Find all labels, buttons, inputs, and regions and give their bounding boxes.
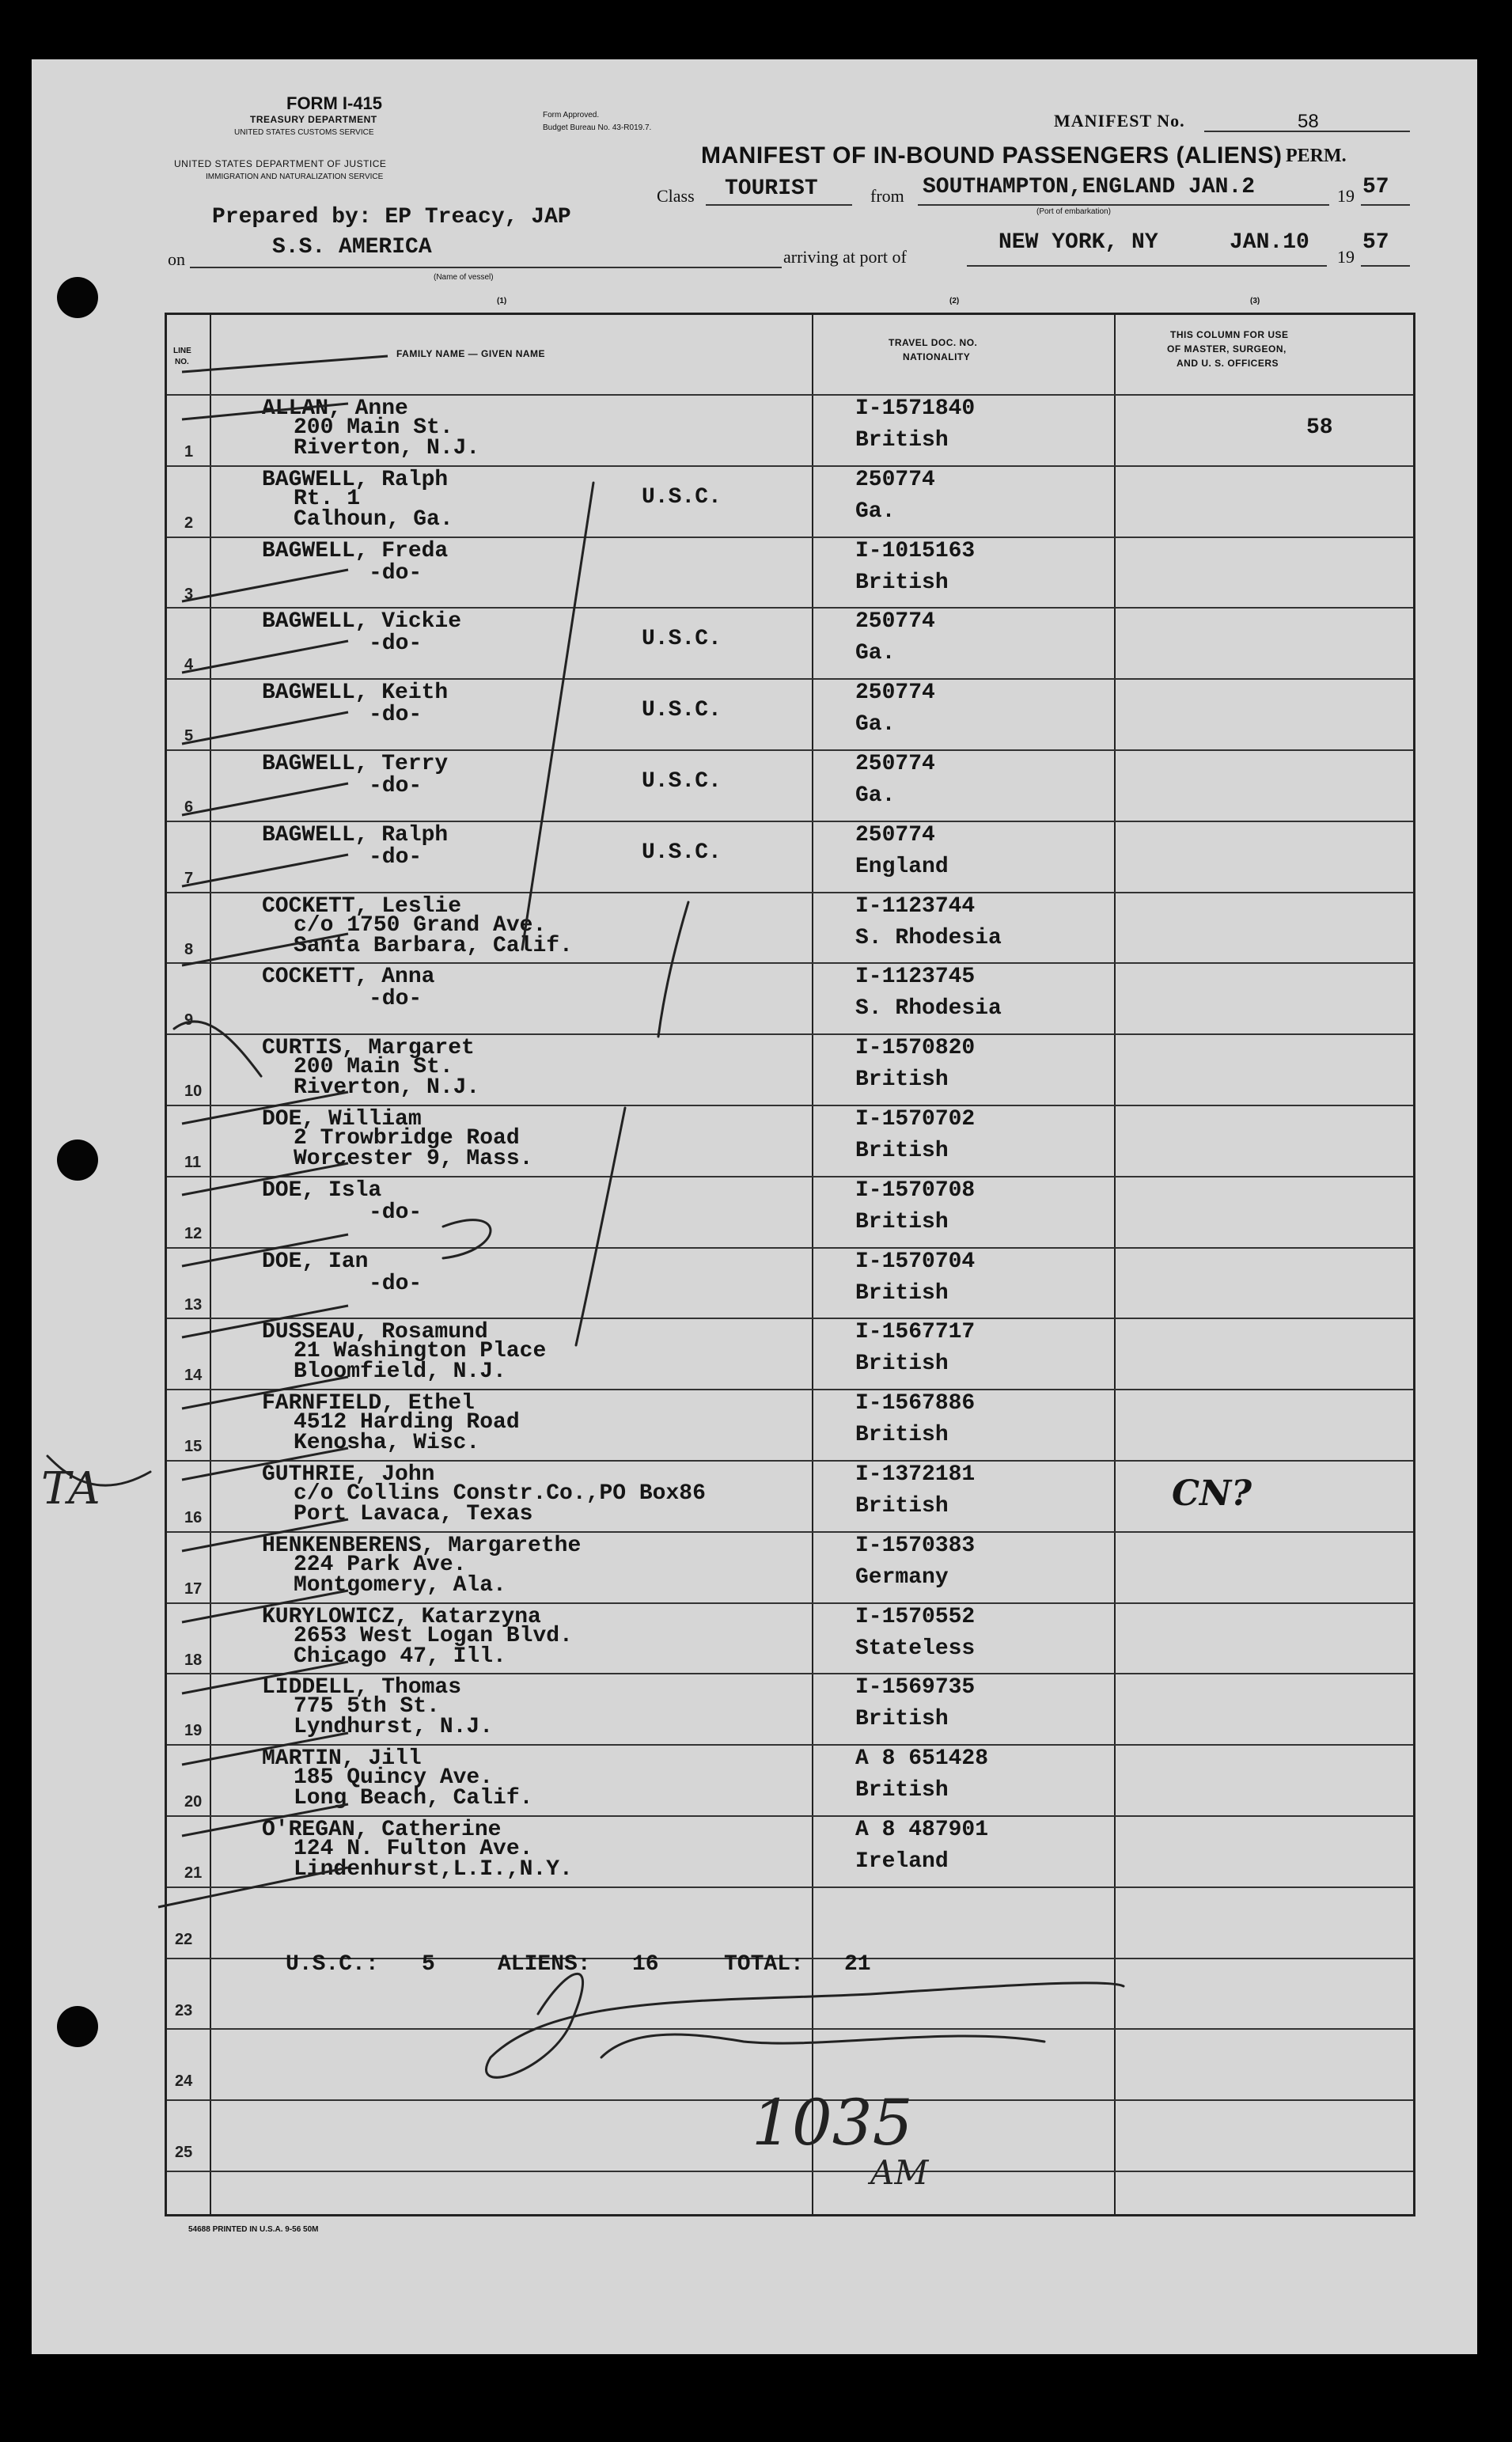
line-number: 8 bbox=[184, 940, 194, 958]
passenger-address: -do- bbox=[369, 631, 423, 657]
vessel-name: S.S. AMERICA bbox=[272, 235, 432, 260]
passenger-address: 124 N. Fulton Ave. bbox=[294, 1837, 533, 1861]
line-number: 15 bbox=[184, 1438, 203, 1456]
nationality: Ireland bbox=[855, 1849, 949, 1874]
passenger-name: BAGWELL, Terry bbox=[262, 752, 449, 776]
vessel-label: (Name of vessel) bbox=[434, 273, 494, 282]
passenger-city: Long Beach, Calif. bbox=[294, 1786, 533, 1811]
vertical-pen-stroke bbox=[658, 902, 688, 1037]
manifest-no-value: 58 bbox=[1298, 111, 1319, 132]
line-number: 4 bbox=[184, 656, 194, 674]
citizenship-status: U.S.C. bbox=[642, 484, 722, 510]
line-number: 23 bbox=[175, 2001, 193, 2019]
arrival-year-prefix: 19 bbox=[1337, 247, 1355, 267]
passenger-address: c/o 1750 Grand Ave. bbox=[294, 912, 547, 938]
nationality: British bbox=[855, 1707, 949, 1732]
passenger-name: KURYLOWICZ, Katarzyna bbox=[262, 1604, 541, 1629]
line-number: 7 bbox=[184, 869, 194, 887]
vertical-pen-stroke bbox=[522, 483, 593, 950]
line-number: 12 bbox=[184, 1224, 203, 1242]
stamp-mark bbox=[174, 1022, 261, 1076]
passenger-address: -do- bbox=[369, 774, 423, 798]
arrival-year: 57 bbox=[1362, 230, 1389, 255]
port-embarkation-label: (Port of embarkation) bbox=[1036, 207, 1111, 216]
passenger-city: Port Lavaca, Texas bbox=[294, 1502, 533, 1526]
line-number: 20 bbox=[184, 1793, 203, 1811]
passenger-name: DOE, Isla bbox=[262, 1177, 382, 1203]
grand-total-label: TOTAL: bbox=[724, 1952, 804, 1977]
line-number: 19 bbox=[184, 1722, 203, 1740]
passenger-city: Worcester 9, Mass. bbox=[294, 1147, 533, 1171]
nationality: Stateless bbox=[855, 1636, 976, 1661]
treasury-label: TREASURY DEPARTMENT bbox=[250, 114, 377, 125]
passenger-address: 2 Trowbridge Road bbox=[294, 1126, 520, 1151]
printer-footer: 54688 PRINTED IN U.S.A. 9-56 50M bbox=[188, 2225, 319, 2234]
passenger-name: HENKENBERENS, Margarethe bbox=[262, 1533, 582, 1558]
form-number: FORM I-415 bbox=[286, 93, 383, 113]
citizenship-status: U.S.C. bbox=[642, 627, 722, 652]
travel-document-number: I-1015163 bbox=[855, 538, 976, 563]
travel-document-number: I-1570820 bbox=[855, 1036, 976, 1061]
year-value: 57 bbox=[1362, 175, 1389, 199]
passenger-city: Lindenhurst,L.I.,N.Y. bbox=[294, 1857, 573, 1882]
travel-document-number: A 8 651428 bbox=[855, 1746, 989, 1772]
passenger-address: -do- bbox=[369, 560, 423, 586]
line-number: 14 bbox=[184, 1367, 203, 1385]
line-number: 24 bbox=[175, 2072, 193, 2091]
line-number: 22 bbox=[175, 1930, 193, 1948]
passenger-name: DOE, Ian bbox=[262, 1249, 369, 1274]
nationality: British bbox=[855, 570, 949, 595]
passenger-name: BAGWELL, Vickie bbox=[262, 609, 462, 635]
travel-document-number: 250774 bbox=[855, 609, 935, 635]
line-number: 9 bbox=[184, 1011, 194, 1030]
citizenship-status: U.S.C. bbox=[642, 840, 722, 865]
line-number: 11 bbox=[184, 1154, 202, 1171]
nationality: England bbox=[855, 854, 949, 879]
from-value: SOUTHAMPTON,ENGLAND JAN.2 bbox=[923, 175, 1256, 199]
aliens-total-label: ALIENS: bbox=[498, 1952, 591, 1977]
officer-column-header-3: AND U. S. OFFICERS bbox=[1177, 358, 1279, 369]
travel-document-number: 250774 bbox=[855, 822, 935, 847]
class-value: TOURIST bbox=[725, 176, 818, 201]
manifest-title: MANIFEST OF IN-BOUND PASSENGERS (ALIENS) bbox=[701, 142, 1283, 169]
usc-total-label: U.S.C.: bbox=[286, 1952, 379, 1977]
passenger-city: Kenosha, Wisc. bbox=[294, 1431, 480, 1456]
nationality: Ga. bbox=[855, 499, 896, 524]
nationality: British bbox=[855, 1778, 949, 1803]
nationality: S. Rhodesia bbox=[855, 925, 1002, 950]
line-number: 17 bbox=[184, 1579, 203, 1598]
on-label: on bbox=[168, 249, 185, 269]
passenger-address: 2653 West Logan Blvd. bbox=[294, 1623, 573, 1648]
travel-document-number: I-1571840 bbox=[855, 396, 976, 421]
nationality: S. Rhodesia bbox=[855, 996, 1002, 1022]
passenger-address: -do- bbox=[369, 1200, 423, 1225]
passenger-name: BAGWELL, Ralph bbox=[262, 822, 449, 847]
travel-document-number: 250774 bbox=[855, 752, 935, 776]
passenger-address: 21 Washington Place bbox=[294, 1339, 547, 1364]
passenger-name: DUSSEAU, Rosamund bbox=[262, 1320, 488, 1345]
vertical-pen-stroke bbox=[576, 1108, 625, 1345]
citizenship-status: U.S.C. bbox=[642, 769, 722, 794]
time-suffix: AM bbox=[870, 2153, 929, 2192]
officer-annotation: CN? bbox=[1172, 1473, 1252, 1514]
passenger-address: 185 Quincy Ave. bbox=[294, 1765, 494, 1791]
column-number-3: (3) bbox=[1250, 297, 1260, 305]
class-label: Class bbox=[657, 186, 695, 206]
arrival-port: NEW YORK, NY bbox=[999, 230, 1158, 255]
officer-column-header-2: OF MASTER, SURGEON, bbox=[1167, 343, 1287, 355]
passenger-address: 4512 Harding Road bbox=[294, 1410, 520, 1435]
passenger-address: 224 Park Ave. bbox=[294, 1552, 467, 1577]
column-number-1: (1) bbox=[497, 297, 507, 305]
nationality: British bbox=[855, 1139, 949, 1163]
passenger-address: -do- bbox=[369, 844, 423, 870]
arriving-label: arriving at port of bbox=[783, 247, 907, 267]
citizenship-status: U.S.C. bbox=[642, 698, 722, 723]
passenger-name: BAGWELL, Ralph bbox=[262, 467, 449, 492]
passenger-name: BAGWELL, Freda bbox=[262, 538, 449, 563]
form-approved: Form Approved. bbox=[543, 111, 600, 119]
scribble bbox=[443, 1220, 491, 1258]
nationality: British bbox=[855, 1209, 949, 1234]
travel-document-number: 250774 bbox=[855, 681, 935, 706]
nationality: Ga. bbox=[855, 712, 896, 738]
travel-document-number: I-1569735 bbox=[855, 1675, 976, 1701]
line-no-header: LINE bbox=[173, 347, 191, 355]
line-number: 18 bbox=[184, 1651, 203, 1669]
column-number-2: (2) bbox=[949, 297, 960, 305]
immigration-label: IMMIGRATION AND NATURALIZATION SERVICE bbox=[206, 173, 384, 181]
justice-label: UNITED STATES DEPARTMENT OF JUSTICE bbox=[174, 158, 387, 169]
passenger-name: COCKETT, Anna bbox=[262, 965, 435, 990]
passenger-city: Chicago 47, Ill. bbox=[294, 1644, 506, 1669]
travel-document-number: I-1123745 bbox=[855, 965, 976, 990]
travel-document-number: 250774 bbox=[855, 467, 935, 492]
line-number: 21 bbox=[184, 1864, 203, 1882]
line-number: 13 bbox=[184, 1295, 203, 1314]
nationality: British bbox=[855, 428, 949, 453]
budget-bureau: Budget Bureau No. 43-R019.7. bbox=[543, 123, 652, 132]
passenger-name: ALLAN, Anne bbox=[262, 396, 408, 421]
nationality: Ga. bbox=[855, 783, 896, 808]
nationality-column-header: NATIONALITY bbox=[903, 351, 971, 362]
passenger-address: Rt. 1 bbox=[294, 486, 361, 511]
nationality: Germany bbox=[855, 1564, 949, 1590]
prepared-by: Prepared by: EP Treacy, JAP bbox=[212, 205, 571, 229]
passenger-city: Lyndhurst, N.J. bbox=[294, 1715, 494, 1740]
from-label: from bbox=[870, 186, 904, 206]
travel-document-number: I-1372181 bbox=[855, 1462, 976, 1487]
signature bbox=[486, 1974, 1124, 2077]
perm-label: PERM. bbox=[1286, 146, 1347, 166]
signature bbox=[601, 2034, 1044, 2057]
passenger-city: Riverton, N.J. bbox=[294, 1075, 480, 1101]
aliens-total-value: 16 bbox=[632, 1952, 659, 1977]
line-number: 25 bbox=[175, 2144, 193, 2162]
passenger-address: c/o Collins Constr.Co.,PO Box86 bbox=[294, 1481, 706, 1506]
arrival-date: JAN.10 bbox=[1230, 230, 1309, 255]
line-number: 10 bbox=[184, 1083, 203, 1101]
passenger-address: -do- bbox=[369, 1271, 423, 1296]
passenger-name: O'REGAN, Catherine bbox=[262, 1818, 502, 1842]
passenger-city: Riverton, N.J. bbox=[294, 436, 480, 461]
line-number: 1 bbox=[184, 443, 194, 461]
line-number: 16 bbox=[184, 1509, 203, 1526]
passenger-name: MARTIN, Jill bbox=[262, 1746, 422, 1772]
line-no-header-2: NO. bbox=[175, 358, 189, 366]
nationality: British bbox=[855, 1280, 949, 1306]
travel-document-number: I-1567886 bbox=[855, 1391, 976, 1416]
passenger-city: Bloomfield, N.J. bbox=[294, 1359, 506, 1385]
nationality: Ga. bbox=[855, 641, 896, 666]
nationality: British bbox=[855, 1352, 949, 1377]
line-number: 6 bbox=[184, 798, 194, 816]
passenger-address: -do- bbox=[369, 987, 423, 1012]
passenger-city: Montgomery, Ala. bbox=[294, 1572, 506, 1598]
officer-annotation: 58 bbox=[1306, 415, 1333, 440]
passenger-name: BAGWELL, Keith bbox=[262, 681, 449, 706]
travel-document-number: I-1570702 bbox=[855, 1107, 976, 1132]
travel-document-number: A 8 487901 bbox=[855, 1818, 989, 1842]
name-column-header: FAMILY NAME — GIVEN NAME bbox=[396, 348, 546, 359]
passenger-name: CURTIS, Margaret bbox=[262, 1036, 475, 1061]
usc-total-value: 5 bbox=[422, 1952, 435, 1977]
travel-document-number: I-1567717 bbox=[855, 1320, 976, 1345]
grand-total-value: 21 bbox=[844, 1952, 871, 1977]
travel-document-number: I-1570708 bbox=[855, 1177, 976, 1203]
passenger-city: Calhoun, Ga. bbox=[294, 506, 453, 532]
passenger-address: 775 5th St. bbox=[294, 1694, 440, 1720]
passenger-name: LIDDELL, Thomas bbox=[262, 1675, 462, 1701]
doc-column-header: TRAVEL DOC. NO. bbox=[889, 337, 978, 348]
line-number: 3 bbox=[184, 585, 194, 603]
customs-label: UNITED STATES CUSTOMS SERVICE bbox=[234, 128, 374, 137]
line-number: 2 bbox=[184, 514, 194, 532]
passenger-name: DOE, William bbox=[262, 1107, 422, 1132]
nationality: British bbox=[855, 1067, 949, 1093]
passenger-city: Santa Barbara, Calif. bbox=[294, 933, 573, 958]
passenger-address: 200 Main St. bbox=[294, 1055, 453, 1080]
travel-document-number: I-1570704 bbox=[855, 1249, 976, 1274]
year-prefix: 19 bbox=[1337, 186, 1355, 206]
passenger-name: FARNFIELD, Ethel bbox=[262, 1391, 475, 1416]
passenger-name: COCKETT, Leslie bbox=[262, 893, 462, 919]
passenger-address: -do- bbox=[369, 703, 423, 728]
nationality: British bbox=[855, 1423, 949, 1448]
time-note: 1035 bbox=[752, 2086, 913, 2160]
travel-document-number: I-1570383 bbox=[855, 1533, 976, 1558]
travel-document-number: I-1570552 bbox=[855, 1604, 976, 1629]
passenger-name: GUTHRIE, John bbox=[262, 1462, 435, 1487]
line-number: 5 bbox=[184, 727, 194, 745]
passenger-address: 200 Main St. bbox=[294, 415, 453, 440]
manifest-no-label: MANIFEST No. bbox=[1054, 111, 1185, 131]
margin-note: TA bbox=[41, 1463, 100, 1515]
travel-document-number: I-1123744 bbox=[855, 893, 976, 919]
nationality: British bbox=[855, 1494, 949, 1519]
officer-column-header-1: THIS COLUMN FOR USE bbox=[1170, 329, 1289, 340]
